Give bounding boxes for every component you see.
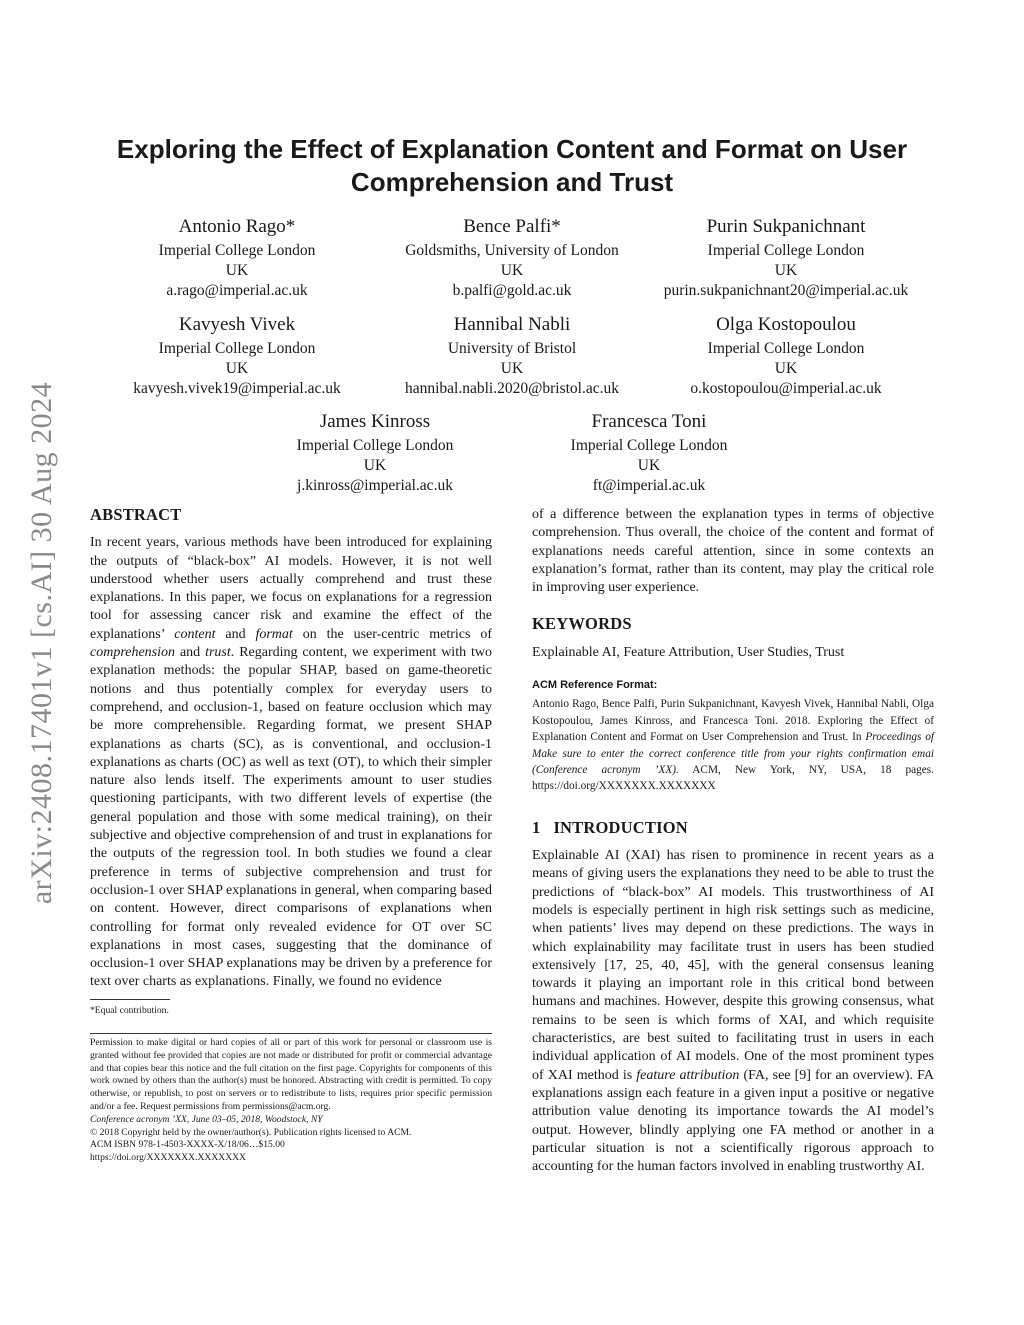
author-block xyxy=(87,314,387,399)
author-block xyxy=(362,314,662,399)
introduction-text: Explainable AI (XAI) has risen to prominence in recent years as a means of giving users the explanations they need to be able to trust the predictions of “black-box” AI models. This trustworthiness of AI models is especially pertinent in high risk settings such as medicine, when patients’ lives may depend on these predictions. The ways in which explainability may facilitate trust in users has been studied extensively [17, 25, 40, 45], with the general consensus leaning towards it playing an important role in this critical bond between humans and machines. However, despite this growing consensus, what remains to be seen is which forms of XAI, and which requisite characteristics, are best suited to facilitating trust in users in each individual application of AI models. One of the most prominent types of XAI method is feature attribution (FA, see [9] for an overview). FA explanations assign each feature in a given input a positive or negative attribution value denoting its importance towards the AI model’s output. However, blindly applying one FA method or another in a particular situation is not a scientifically rigorous approach to accounting for the human factors involved in enabling trustworthy AI. xyxy=(532,848,934,1175)
author-block xyxy=(636,314,936,399)
author-country: UK xyxy=(637,457,661,474)
author-email: j.kinross@imperial.ac.uk xyxy=(297,477,453,494)
reference-format-text: Antonio Rago, Bence Palfi, Purin Sukpanichnant, Kavyesh Vivek, Hannibal Nabli, Olga Kostopoulou, James Kinross, and Francesca Toni. 2018. Exploring the Effect of Explanation Content and Format on User Comprehension and Trust. In Proceedings of Make sure to enter the correct conference title from your rights confirmation emai (Conference acronym ’XX). ACM, New York, NY, USA, 18 pages. https://doi.org/XXXXXXX.XXXXXXX xyxy=(532,698,934,793)
author-block xyxy=(87,216,387,301)
abstract-text: In recent years, various methods have been introduced for explaining the outputs of “black-box” AI models. However, it is not well understood whether users actually comprehend and trust these explanations. In this paper, we focus on explanations for a regression tool for assessing cancer risk and examine the effect of the explanations’ content and format on the user-centric metrics of comprehension and trust. Regarding content, we experiment with two explanation methods: the popular SHAP, based on game-theoretic notions and thus potentially complex for everyday users to comprehend, and occlusion-1, based on feature occlusion which may be more comprehensible. Regarding format, we present SHAP explanations as charts (SC), as is conventional, and occlusion-1 explanations as charts (OC) as well as text (OT), to which their simpler nature also lends itself. The experiments amount to user studies questioning participants, with two different levels of expertise (the general population and those with some medical training), on their subjective and objective comprehension of and trust in explanations for the outputs of the regression tool. In both studies we found a clear preference in terms of subjective comprehension and trust for occlusion-1 over SHAP explanations in general, when comparing based on content. However, direct comparisons of explanations when controlling for format only revealed evidence for OT over SC explanations in most cases, suggesting that the dominance of occlusion-1 over SHAP explanations may be driven by a preference for text over charts as explanations. Finally, we found no evidence xyxy=(90,535,492,990)
author-affiliation: Imperial College London xyxy=(707,340,865,357)
author-affiliation: Imperial College London xyxy=(158,242,316,259)
author-name: Kavyesh Vivek xyxy=(178,314,296,335)
author-country: UK xyxy=(363,457,387,474)
permission-block xyxy=(90,1037,492,1165)
permission-divider xyxy=(90,1033,492,1034)
author-country: UK xyxy=(774,360,798,377)
author-name: Antonio Rago* xyxy=(178,216,296,237)
author-name: James Kinross xyxy=(319,411,431,432)
author-name: Hannibal Nabli xyxy=(453,314,571,335)
author-email: ft@imperial.ac.uk xyxy=(592,477,706,494)
author-country: UK xyxy=(500,360,524,377)
permission-notice: Permission to make digital or hard copies of all or part of this work for personal or classroom use is granted without fee provided that copies are not made or distributed for profit or commercial advantage and that copies bear this notice and the full citation on the first page. Copyrights for components of this work owned by others than the author(s) must be honored. Abstracting with credit is permitted. To copy otherwise, or republish, to post on servers or to redistribute to lists, requires prior specific permission and/or a fee. Request permissions from permissions@acm.org. xyxy=(90,1037,492,1112)
author-affiliation: Imperial College London xyxy=(707,242,865,259)
doi-link[interactable]: https://doi.org/XXXXXXX.XXXXXXX xyxy=(90,1152,246,1164)
author-email: purin.sukpanichnant20@imperial.ac.uk xyxy=(663,282,909,299)
keywords-heading: KEYWORDS xyxy=(532,614,632,634)
author-country: UK xyxy=(225,360,249,377)
author-affiliation: Imperial College London xyxy=(158,340,316,357)
author-country: UK xyxy=(500,262,524,279)
author-block xyxy=(362,216,662,301)
author-country: UK xyxy=(774,262,798,279)
author-block xyxy=(225,411,525,496)
conference-info: Conference acronym ’XX, June 03–05, 2018, Woodstock, NY xyxy=(90,1113,323,1125)
author-email: hannibal.nabli.2020@bristol.ac.uk xyxy=(404,380,619,397)
author-name: Olga Kostopoulou xyxy=(716,314,856,335)
isbn: ACM ISBN 978-1-4503-XXXX-X/18/06…$15.00 xyxy=(90,1139,285,1151)
copyright-notice: © 2018 Copyright held by the owner/author(s). Publication rights licensed to ACM. xyxy=(90,1126,412,1138)
author-name: Purin Sukpanichnant xyxy=(706,216,866,237)
left-column xyxy=(90,506,492,992)
author-email: kavyesh.vivek19@imperial.ac.uk xyxy=(133,380,341,397)
author-affiliation: Imperial College London xyxy=(570,437,728,454)
author-name: Bence Palfi* xyxy=(463,216,561,237)
footnote-divider xyxy=(90,999,170,1000)
right-column xyxy=(532,506,934,1176)
keywords-text: Explainable AI, Feature Attribution, User Studies, Trust xyxy=(532,644,845,660)
author-name: Francesca Toni xyxy=(591,411,707,432)
author-email: b.palfi@gold.ac.uk xyxy=(452,282,572,299)
paper-title: Exploring the Effect of Explanation Content and Format on User Comprehension and Trust xyxy=(116,134,908,197)
introduction-heading: 1 INTRODUCTION xyxy=(532,817,688,837)
footnote: *Equal contribution. xyxy=(90,1005,169,1016)
author-country: UK xyxy=(225,262,249,279)
author-email: o.kostopoulou@imperial.ac.uk xyxy=(690,380,882,397)
abstract-heading: ABSTRACT xyxy=(90,505,182,524)
author-block xyxy=(636,216,936,301)
reference-format-heading: ACM Reference Format: xyxy=(532,679,658,692)
author-email: a.rago@imperial.ac.uk xyxy=(166,282,308,299)
author-block xyxy=(499,411,799,496)
author-affiliation: University of Bristol xyxy=(447,340,577,357)
author-affiliation: Imperial College London xyxy=(296,437,454,454)
author-affiliation: Goldsmiths, University of London xyxy=(405,242,619,259)
abstract-continued: of a difference between the explanation types in terms of objective comprehension. Thus overall, the choice of the content and format of explanations needs careful attention, since in some contexts an explanation’s format, rather than its content, may play the critical role in improving user experience. xyxy=(532,507,934,596)
arxiv-identifier: arXiv:2408.17401v1 [cs.AI] 30 Aug 2024 xyxy=(25,381,58,905)
